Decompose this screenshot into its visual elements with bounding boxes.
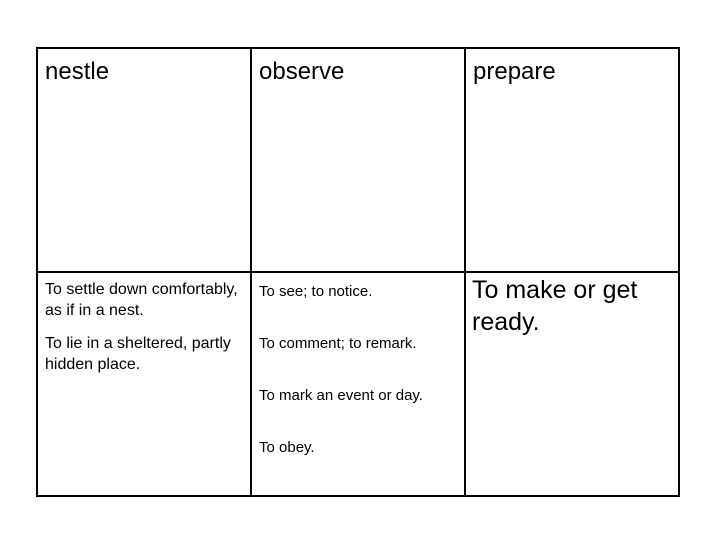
word-cell-observe	[251, 48, 465, 272]
definition-observe-4: To obey.	[259, 439, 315, 456]
definition-observe-3: To mark an event or day.	[259, 387, 423, 404]
word-cell-nestle	[37, 48, 251, 272]
definition-row	[37, 272, 679, 496]
word-row	[37, 48, 679, 272]
definition-observe-1: To see; to notice.	[259, 283, 373, 300]
definition-cell-nestle	[37, 272, 251, 496]
definition-nestle-2: To lie in a sheltered, partly hidden place.	[45, 335, 231, 373]
vocabulary-table	[36, 47, 680, 497]
word-observe: observe	[259, 58, 345, 85]
definition-cell-observe	[251, 272, 465, 496]
definition-observe-2: To comment; to remark.	[259, 335, 417, 352]
definition-cell-prepare	[465, 272, 679, 496]
definition-prepare-1: To make or get ready.	[472, 276, 638, 336]
word-nestle: nestle	[45, 58, 110, 85]
definition-nestle-1: To settle down comfortably, as if in a nest.	[45, 281, 238, 319]
word-cell-prepare	[465, 48, 679, 272]
word-prepare: prepare	[473, 58, 556, 85]
